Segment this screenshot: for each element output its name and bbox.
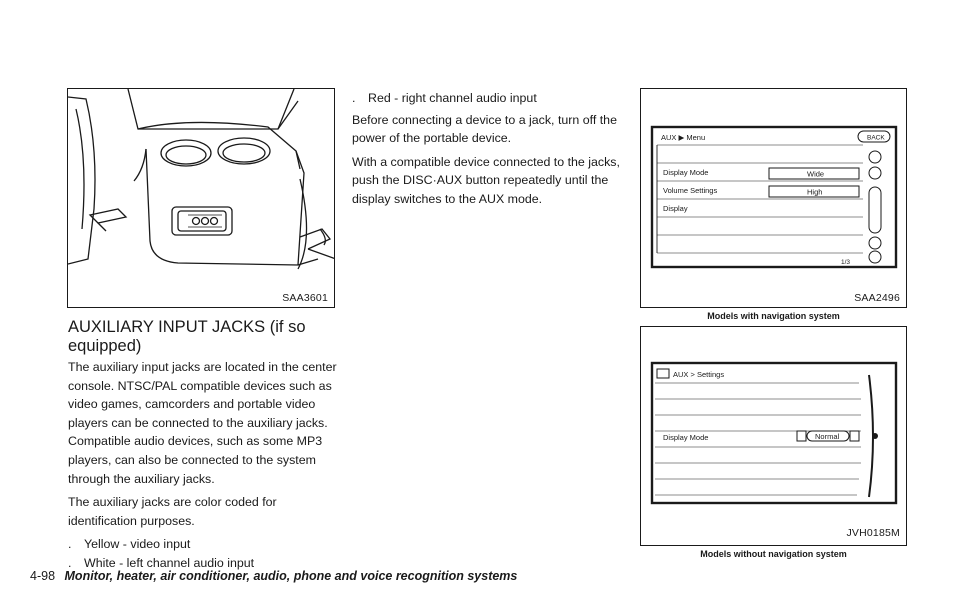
nav-screen-illustration (641, 89, 907, 308)
figure-code: SAA2496 (854, 292, 900, 304)
row-value: Wide (807, 169, 825, 179)
bullet-item (352, 89, 632, 108)
page-number: 4-98 (30, 569, 56, 583)
figure-code: JVH0185M (846, 527, 900, 539)
screen-title-text: AUX > Settings (673, 370, 725, 379)
paragraph-location: The auxiliary input jacks are located in the center console. NTSC/PAL compatible devices such as video games, camcorders and portable video players can be connected to the auxiliary jacks. Compatible audio devices, such as some MP3 players, can also be connected to the system through the auxiliary jacks. (68, 360, 337, 486)
row-label: Display (663, 204, 688, 213)
row-label: Volume Settings (663, 186, 718, 195)
paragraph-color-coding: The auxiliary jacks are color coded for identification purposes. (68, 495, 277, 528)
left-arrow-icon[interactable] (797, 431, 806, 441)
middle-column (352, 89, 632, 214)
figure-code: SAA3601 (282, 292, 328, 304)
row-value: High (807, 187, 823, 197)
scroll-down-icon[interactable] (869, 251, 881, 263)
bullet-item (68, 535, 338, 554)
bullet-text: White - left channel audio input (84, 555, 255, 570)
page-indicator: 1/3 (841, 259, 851, 266)
bullet-text: Yellow - video input (84, 537, 191, 552)
console-illustration (68, 89, 335, 308)
chapter-title: Monitor, heater, air conditioner, audio, phone and voice recognition systems (64, 569, 518, 583)
row-label: Display Mode (663, 168, 709, 177)
paragraph-disc-aux: With a compatible device connected to the jacks, push the DISC·AUX button repeatedly until the display switches to the AUX mode. (352, 154, 620, 206)
aux-icon (657, 369, 669, 378)
prev-icon[interactable] (869, 237, 881, 249)
bullet-dot: . (68, 537, 72, 552)
bullet-dot: . (68, 555, 72, 570)
figure-caption: Models with navigation system (707, 311, 840, 321)
scroll-up-icon[interactable] (869, 151, 881, 163)
page-footer (30, 569, 517, 583)
screen-title-text: AUX ▶ Menu (661, 133, 706, 142)
nav-screen-figure (640, 88, 907, 308)
section-title: AUXILIARY INPUT JACKS (if so equipped) (68, 318, 306, 355)
non-nav-screen-figure (640, 326, 907, 546)
console-figure (67, 88, 335, 308)
non-nav-screen-illustration (641, 327, 907, 546)
row-label: Display Mode (663, 433, 709, 442)
next-icon[interactable] (869, 167, 881, 179)
bullet-text: Red - right channel audio input (368, 91, 537, 105)
back-button-text: BACK (867, 134, 885, 142)
scrollbar[interactable] (869, 187, 881, 233)
right-arrow-icon[interactable] (850, 431, 859, 441)
figure-caption: Models without navigation system (700, 549, 847, 559)
left-column (68, 358, 338, 573)
paragraph-power-off: Before connecting a device to a jack, turn off the power of the portable device. (352, 112, 617, 146)
bullet-dot: . (352, 91, 356, 105)
row-value: Normal (815, 432, 840, 441)
